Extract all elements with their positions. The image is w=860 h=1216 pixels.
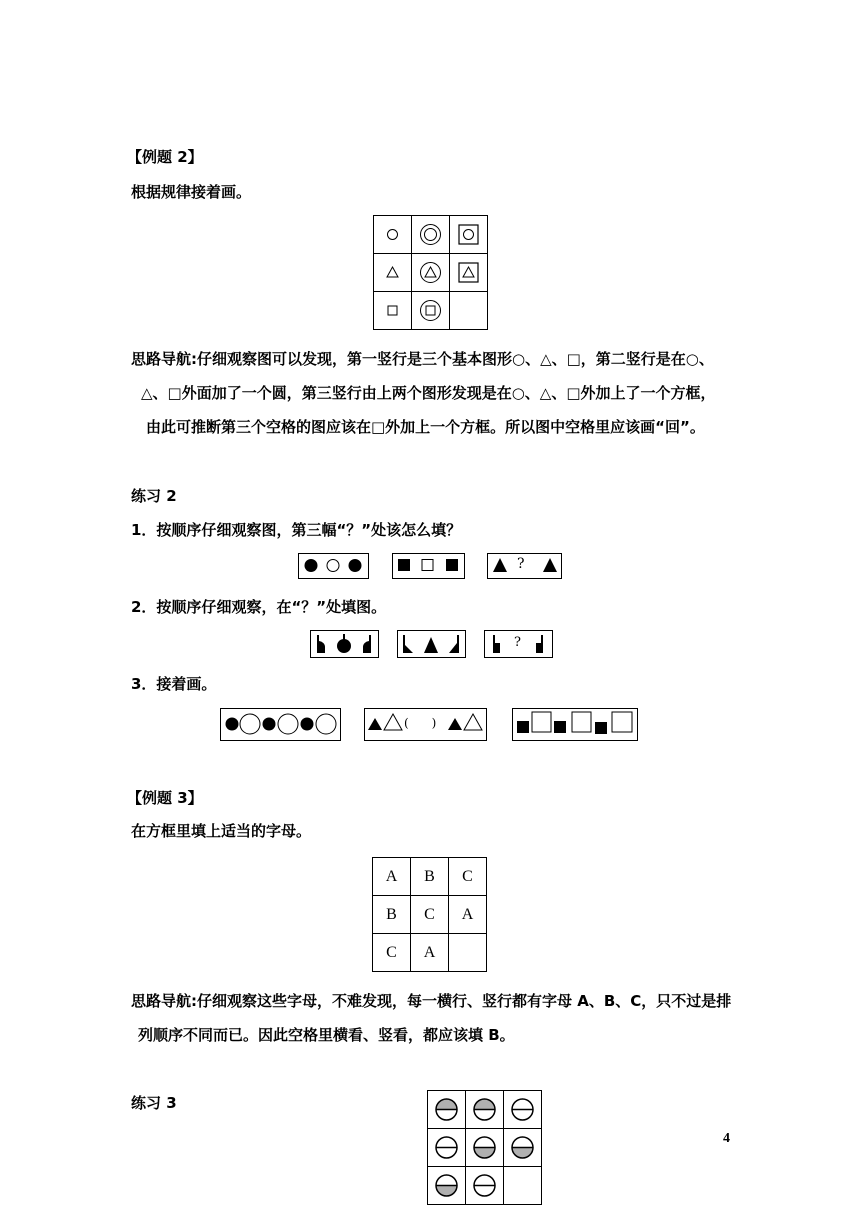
- practice2-heading: 练习 2: [131, 487, 177, 505]
- question-mark: ?: [514, 635, 521, 650]
- half-shaded-circle-top-icon: [428, 1091, 466, 1129]
- grid-cell: C: [411, 896, 449, 934]
- square-in-circle-icon: [412, 292, 450, 330]
- circle-in-square-icon: [450, 216, 488, 254]
- example2-explain-line3: 由此可推断第三个空格的图应该在□外加上一个方框。所以图中空格里应该画“回”。: [146, 418, 705, 436]
- practice3-circle-grid: [427, 1090, 542, 1205]
- half-shaded-circle-bottom-icon: [504, 1129, 542, 1167]
- example3-heading: 【例题 3】: [127, 789, 203, 807]
- triangle-in-square-icon: [450, 254, 488, 292]
- q3-box-squares: [512, 708, 638, 741]
- half-shaded-circle-bottom-icon: [466, 1129, 504, 1167]
- practice3-heading: 练习 3: [131, 1094, 177, 1112]
- empty-cell: [449, 934, 487, 972]
- practice2-question3: 3．接着画。: [131, 675, 217, 693]
- example3-explain-line2: 列顺序不同而已。因此空格里横看、竖看，都应该填 B。: [138, 1026, 515, 1044]
- q1-box-circles: [298, 553, 369, 579]
- practice2-question1: 1．按顺序仔细观察图，第三幅“？”处该怎么填？: [131, 521, 462, 539]
- page-number: 4: [723, 1131, 730, 1146]
- q1-box-triangles: [487, 553, 562, 579]
- example2-heading: 【例题 2】: [127, 148, 203, 166]
- empty-cell: [504, 1167, 542, 1205]
- example2-explain-line1: 思路导航:仔细观察图可以发现，第一竖行是三个基本图形○、△、□，第二竖行是在○、: [131, 350, 714, 368]
- half-shaded-circle-top-icon: [466, 1091, 504, 1129]
- divided-circle-icon: [466, 1167, 504, 1205]
- practice2-question2: 2．按顺序仔细观察，在“？”处填图。: [131, 598, 387, 616]
- small-triangle-icon: [374, 254, 412, 292]
- q3-box-triangles: [364, 708, 487, 741]
- question-mark: ?: [517, 556, 525, 572]
- example2-figure-grid: [373, 215, 488, 330]
- half-shaded-circle-bottom-icon: [428, 1167, 466, 1205]
- q2-box-1: [310, 630, 379, 658]
- grid-cell: B: [373, 896, 411, 934]
- double-circle-icon: [412, 216, 450, 254]
- q2-box-2: [397, 630, 466, 658]
- small-circle-icon: [374, 216, 412, 254]
- grid-cell: A: [411, 934, 449, 972]
- example3-prompt: 在方框里填上适当的字母。: [131, 822, 312, 840]
- empty-cell: [450, 292, 488, 330]
- example2-prompt: 根据规律接着画。: [131, 183, 252, 201]
- grid-cell: A: [449, 896, 487, 934]
- triangle-in-circle-icon: [412, 254, 450, 292]
- q1-box-squares: [392, 553, 465, 579]
- grid-cell: B: [411, 858, 449, 896]
- grid-cell: C: [373, 934, 411, 972]
- small-square-icon: [374, 292, 412, 330]
- divided-circle-icon: [504, 1091, 542, 1129]
- q2-box-3: [484, 630, 553, 658]
- example2-explain-line2: △、□外面加了一个圆，第三竖行由上两个图形发现是在○、△、□外加上了一个方框，: [141, 384, 716, 402]
- letter-grid: [372, 857, 487, 972]
- divided-circle-icon: [428, 1129, 466, 1167]
- q3-box-circles: [220, 708, 341, 741]
- example3-explain-line1: 思路导航:仔细观察这些字母，不难发现，每一横行、竖行都有字母 A、B、C，只不过是排: [131, 992, 732, 1010]
- answer-blank: ( ): [404, 716, 437, 730]
- grid-cell: C: [449, 858, 487, 896]
- grid-cell: A: [373, 858, 411, 896]
